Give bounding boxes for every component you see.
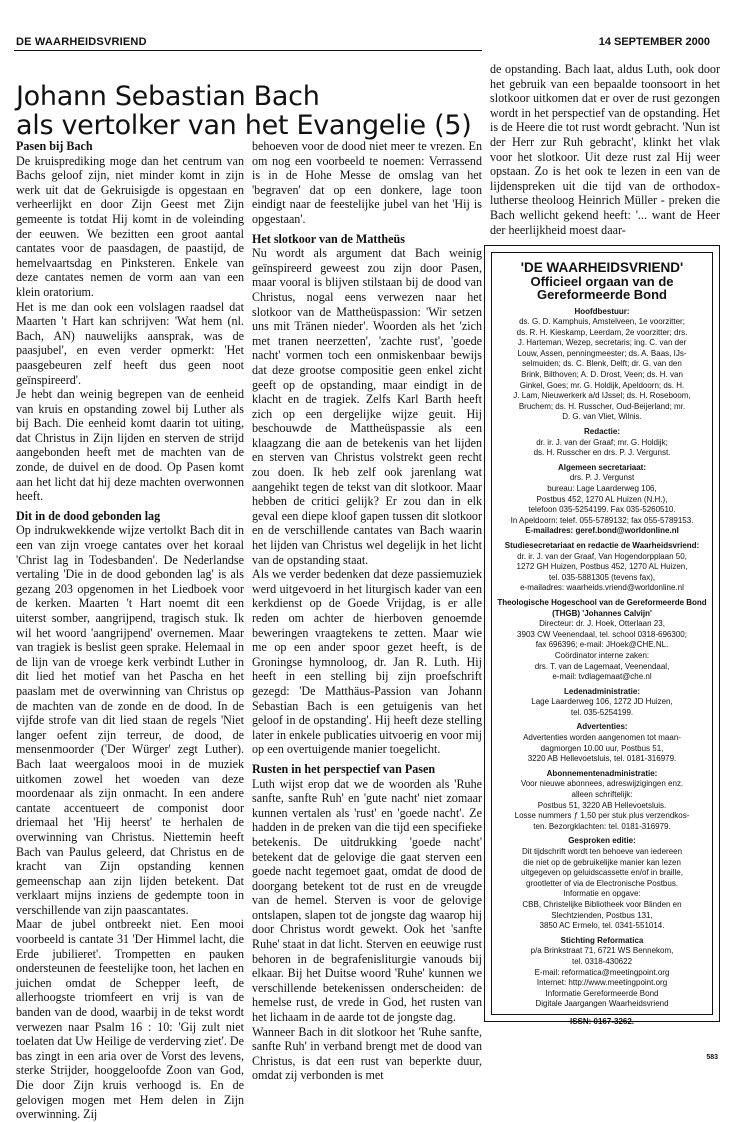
colophon-line: drs. P. J. Vergunst <box>569 473 635 483</box>
colophon-line: 1272 GH Huizen, Postbus 452, 1270 AL Huizen, <box>516 562 688 572</box>
header-rule <box>14 50 482 51</box>
article-column-2 <box>252 139 482 1083</box>
colophon-line: telefoon 035-5254199. Fax 035-5260510. <box>528 505 676 515</box>
colophon-line: CBB, Christelijke Bibliotheek voor Blinden en <box>522 899 682 909</box>
colophon-section-heading: Hoofdbestuur: <box>574 306 630 316</box>
colophon-line: 3220 AB Hellevoetsluis, tel. 0181-316979. <box>527 754 677 764</box>
colophon-line: ten. Bezorgklachten: tel. 0181-316979. <box>533 821 671 831</box>
colophon-line: Brink, Bilthoven; A. D. Drost, Veen; ds. H. van <box>521 370 683 380</box>
colophon-line: E-mail: reformatica@meetingpoint.org <box>534 967 670 977</box>
colophon-line: 3850 AC Ermelo, tel. 0341-551014. <box>539 921 665 931</box>
article-title-line-2: als vertolker van het Evangelie (5) <box>16 110 472 141</box>
issn: ISSN: 0167-3262. <box>569 1016 635 1026</box>
article-paragraph: Maar de jubel ontbreekt niet. Een mooi voorbeeld is cantate 31 'Der Himmel lacht, die Erde jubilieret'. Trompetten en pauken ondersteunen de feestelijke toon, het lachen en juichen omdat de Schepper leeft, de allerhoogste triomfeert en vrij is van de banden van de dood, waarbij in de tekst wordt verwezen naar Psalm 16 : 10: 'Gij zult niet toelaten dat Uw Heilige de verderving ziet'. De bas zingt in een aria over de Vorst des levens, sterke Strijder, hooggeloofde Zoon van God, Die door Zijn kruis verhoogd is. En de gelovigen mogen met Hem delen in Zijn overwinning. Zij <box>16 917 244 1122</box>
colophon-line: ds. R. H. Kieskamp, Leerdam, 2e voorzitter; drs. <box>516 327 688 337</box>
article-paragraph: Als we verder bedenken dat deze passiemuziek werd uitgevoerd in het liturgisch kader van een kerkdienst op de Goede Vrijdag, is er alle reden om achter de hierboven genoemde beweringen vraagtekens te zetten. Maar wie me op een ander spoor gezet heeft, is de Groningse hymnoloog, dr. Jan R. Luth. Hij heeft in een stelling bij zijn proefschrift gezegd: 'De Matthäus-Passion van Johann Sebastian Bach is een getuigenis van het geloof in de opstanding'. Hij heeft deze stelling later in enkele publicaties uitvoerig en voor mij op een overtuigende manier toegelicht. <box>252 567 482 757</box>
colophon-line: Advertenties worden aangenomen tot maan- <box>523 733 681 743</box>
article-paragraph: Je hebt dan weinig begrepen van de eenheid van kruis en opstanding zowel bij Luther als bij Bach. Die eenheid komt daarin tot uiting, dat Christus in Zijn lijden en sterven de strijd aangebonden heeft met de machten van de zonde, de duivel en de dood. Op Pasen komt aan het licht dat hij deze machten overwonnen heeft. <box>16 387 244 504</box>
colophon-line: Voor nieuwe abonnees, adreswijzigingen enz. <box>520 779 684 789</box>
colophon-line: Internet: http://www.meetingpoint.org <box>536 978 668 988</box>
colophon-section <box>492 598 712 683</box>
colophon-section-heading: Abonnementenadministratie: <box>546 768 658 778</box>
colophon-section-heading: Redactie: <box>583 427 620 437</box>
colophon-line: tel. 0318-430622 <box>571 956 633 966</box>
colophon-line: tel. 035-5254199. <box>570 707 634 717</box>
colophon-line: selmuiden; ds. C. Blenk, Delft; dr. G. van den <box>522 359 682 369</box>
colophon-line: dagmorgen 10.00 uur, Postbus 51, <box>540 743 664 753</box>
colophon-section <box>492 427 712 459</box>
colophon-line: Losse nummers ƒ 1,50 per stuk plus verzendkos- <box>514 811 690 821</box>
article-paragraph: Wanneer Bach in dit slotkoor het 'Ruhe sanfte, sanfte Ruh' in verband brengt met de dood van Christus, is dat een rust van beperkte duur, omdat zij verbonden is met <box>252 1024 482 1083</box>
colophon-line: die niet op de gebruikelijke manier kan lezen <box>523 857 681 867</box>
colophon-line: Louw, Assen, penningmeester; ds. A. Baas, IJs- <box>517 348 687 358</box>
colophon-section <box>492 769 712 833</box>
article-paragraph: Op indrukwekkende wijze vertolkt Bach dit in een van zijn vroege cantates over het koraal 'Christ lag in Todesbanden'. De Nederlandse vertaling 'Die in de dood gebonden lag' is als gezang 203 opgenomen in het Liedboek voor de kerken. Maarten 't Hart noemt dit een uiterst somber, aangrijpend, tragisch stuk. Ik wil het woord 'aangrijpend' overnemen. Maar van tragiek is beslist geen sprake. Helemaal in de lijn van de vroege kerk verbindt Luther in dit lied het motief van het Pascha en het paaslam met de overwinning van Christus op de machten van de zonde en de dood. In de vijfde strofe van dit lied staan de regels 'Niet langer oefent zijn terreur, de dood, de mensenmoorder ('Der Würger' zegt Luther). Bach laat weergaloos mooi in de muziek uitkomen zowel het woeden van deze moordenaar als zijn onmacht. In een andere cantate accentueert de componist door driemaal het 'Hij heerst' te herhalen de overwinning van Christus. Niettemin heeft Bach van Paulus geleerd, dat Christus en de kracht van Zijn opstanding kennen gemeenschap aan zijn lijden betekent. Dat verklaart mijns inziens de gedempte toon in verschillende van zijn paascantates. <box>16 523 244 917</box>
colophon-line: ds. G. D. Kamphuis, Amstelveen, 1e voorzitter; <box>519 317 685 327</box>
page-number: 583 <box>706 1054 718 1061</box>
section-heading: Rusten in het perspectief van Pasen <box>252 761 436 776</box>
colophon-sections <box>492 307 712 1010</box>
colophon-line: Bruchem; ds. H. Russcher, Oud-Beijerland; mr. <box>518 401 686 411</box>
colophon-section-heading: Advertenties: <box>576 722 628 732</box>
colophon-section <box>492 936 712 1010</box>
colophon-line: alleen schriftelijk: <box>571 790 633 800</box>
colophon-section-heading: Stichting Reformatica <box>560 935 644 945</box>
article-paragraph: Luth wijst erop dat we de woorden als 'Ruhe sanfte, sanfte Ruh' en 'gute nacht' niet zomaar kunnen vertalen als 'rust' en 'goede nacht'. Ze hadden in de preken van die tijd een specifieke betekenis. De uitdrukking 'goede nacht' betekent dat de gelovige die gaat sterven een goede nacht tegemoet gaat, omdat de dood de doorgang betekent tot de rust en de vreugde van de hemel. Sterven is voor de gelovige ontslapen, slapen tot de jongste dag waarop hij door Christus wordt gewekt. Ook het 'sanfte Ruhe' staat in dat licht. Sterven en eeuwige rust behoren in de begrafenisliturgie vanouds bij elkaar. Bij het Duitse woord 'Ruhe' kunnen we verschillende betekenissen onderscheiden: de hemelse rust, de vrede in God, het rusten van het lichaam in de aarde tot de jongste dag. <box>252 776 482 1025</box>
article-paragraph: Nu wordt als argument dat Bach weinig geïnspireerd geweest zou zijn door Pasen, maar vooral is blijven stilstaan bij de dood van Christus, nogal eens verwezen naar het slotkoor van de Mattheüspassion: 'Wir setzen uns mit Tränen nieder'. Woorden als het 'zich met tranen neerzetten', 'zachte rust', 'goede nacht' vormen toch een onmiskenbaar bewijs dat deze grootse compositie geen enkel zicht geeft op de opstanding, maar eindigt in de klacht en de tragiek. Zelfs Karl Barth heeft zich op een dergelijke wijze geuit. Hij beschouwde de Mattheüspassie als een klaagzang die aan de betekenis van het lijden en sterven van Christus volstrekt geen recht zou doen. Ik heb zelf ook jarenlang wat aangehikt tegen de tekst van dit slotkoor. Maar hebben de critici gelijk? Er zou dan in elk geval een diepe kloof gapen tussen dit slotkoor en de verschillende cantates van Bach waarin het lijden van Christus wel degelijk in het licht van de opstanding staat. <box>252 246 482 567</box>
section-heading: Pasen bij Bach <box>16 139 93 153</box>
colophon-line: dr. ir. J. van der Graaf; mr. G. Holdijk; <box>536 437 668 447</box>
colophon-line: Digitale Jaargangen Waarheidsvriend <box>535 999 669 1009</box>
article-paragraph: De kruisprediking moge dan het centrum van Bachs geloof zijn, niet minder komt in zijn werk uit dat de Gekruisigde is opgestaan en verheerlijkt en door Zijn Geest met Zijn gemeente is totdat Hij komt in de voleinding der eeuwen. We bezitten een groot aantal cantates voor de paasdagen, de paastijd, de hemelvaartsdag en Pinksteren. Enkele van deze cantates nemen de vorm aan van een klein oratorium. <box>16 153 244 299</box>
colophon-line: drs. T. van de Lagemaat, Veenendaal, <box>534 661 670 671</box>
colophon-subtitle-line-1: Officieel orgaan van de <box>530 273 674 289</box>
colophon-line: grootletter of via de Electronische Postbus. <box>525 878 679 888</box>
article-paragraph: de opstanding. Bach laat, aldus Luth, ook door het gebruik van een bepaalde toonsoort in het slotkoor uitkomen dat er over de rust gezongen wordt in het perspectief van de opstanding. Het is de Heere die tot rust wordt gebracht. 'Nun ist der Herr zur Ruh gebracht', klinkt het vlak voor het slotkoor. Uit deze rust zal Hij weer opstaan. Zo is het ook te lezen in een van de lijdenspreken uit die tijd van de orthodox-lutherse theoloog Heinrich Müller - preken die Bach wellicht gekend heeft: '... want de Heer der heerlijkheid moest daar- <box>490 62 720 237</box>
colophon-line: tel. 035-5881305 (tevens fax), <box>548 572 656 582</box>
colophon-line: bureau: Lage Laarderweg 106, <box>547 484 657 493</box>
colophon-section <box>492 541 712 594</box>
article-title <box>16 82 486 140</box>
colophon-line: p/a Brinkstraat 71, 6721 WS Bennekom, <box>530 946 674 956</box>
colophon-line: Dit tijdschrift wordt ten behoeve van iedereen <box>521 847 683 856</box>
article-title-line-1: Johann Sebastian Bach <box>16 81 320 112</box>
colophon-line: Postbus 51, 3220 AB Hellevoetsluis. <box>537 800 667 810</box>
colophon-line: Directeur: dr. J. Hoek, Otterlaan 23, <box>539 619 665 629</box>
colophon-section <box>492 307 712 424</box>
colophon-line: e-mail: tvdlagemaat@che.nl <box>552 672 652 682</box>
colophon-section <box>492 463 712 537</box>
colophon-section-heading: Gesproken editie: <box>568 836 636 846</box>
colophon-section-heading: Algemeen secretariaat: <box>557 462 647 472</box>
colophon-line: dr. ir. J. van der Graaf, Van Hogendorpplaan 50, <box>517 551 687 561</box>
colophon-line: fax 696396; e-mail: JHoek@CHE.NL. <box>535 640 669 650</box>
colophon-line: D. G. van Vliet, Wilnis. <box>562 412 642 422</box>
colophon-line: Lage Laarderweg 106, 1272 JD Huizen, <box>531 697 673 707</box>
colophon-section-heading: Ledenadministratie: <box>563 686 640 696</box>
colophon-title: 'DE WAARHEIDSVRIEND' <box>520 260 684 275</box>
colophon-line: E-mailadres: geref.bond@worldonline.nl <box>525 526 679 536</box>
colophon-subtitle <box>492 275 712 301</box>
colophon-line: Ginkel, Goes; mr. G. Holdijk, Apeldoorn; ds. H. <box>519 380 685 390</box>
colophon-line: In Apeldoorn: telef. 055-5789132; fax 055-5789153. <box>510 515 694 525</box>
colophon-box <box>484 245 720 1026</box>
colophon-line: e-mailadres: waarheids.vriend@worldonline.nl <box>520 583 684 593</box>
colophon-section <box>492 722 712 764</box>
colophon-line: J. Lam, Nieuwerkerk a/d IJssel; ds. H. Roseboom, <box>513 391 691 401</box>
colophon-line: ds. H. Russcher en drs. P. J. Vergunst. <box>533 448 671 458</box>
colophon-section <box>492 687 712 719</box>
colophon-line: 3903 CW Veenendaal, tel. school 0318-696300; <box>517 629 687 639</box>
colophon-inner <box>491 252 713 1026</box>
section-heading: Dit in de dood gebonden lag <box>16 508 161 523</box>
article-column-3 <box>490 62 720 237</box>
colophon-line: Coördinator interne zaken: <box>554 650 650 660</box>
issue-date: 14 SEPTEMBER 2000 <box>598 36 710 48</box>
colophon-section-heading: Theologische Hogeschool van de Gereformeerde Bond (THGB) 'Johannes Calvijn' <box>497 597 707 618</box>
colophon-section-heading: Studiesecretariaat en redactie de Waarheidsvriend: <box>504 540 700 550</box>
colophon-line: uitgegeven op geluidscassette en/of in braille, <box>521 868 683 878</box>
colophon-section <box>492 836 712 931</box>
section-heading: Het slotkoor van de Mattheüs <box>252 231 405 246</box>
article-paragraph: Het is me dan ook een volslagen raadsel dat Maarten 't Hart kan schrijven: 'Wat hem (nl. Bach, AN) nauwelijks aansprak, was de paasjubel', en even verder opmerkt: 'Het paasgebeuren zelf heeft dus geen noot geïnspireerd'. <box>16 299 244 387</box>
colophon-line: Informatie en opgave: <box>563 889 641 899</box>
article-column-1 <box>16 139 244 1122</box>
article-paragraph: behoeven voor de dood niet meer te vrezen. En om nog een voorbeeld te noemen: Verrassend is in de Hohe Messe de omslag van het 'begraven' dat op een donkere, lage toon eindigt naar de feestelijke jubel van het 'Hij is opgestaan'. <box>252 139 482 226</box>
publication-name: DE WAARHEIDSVRIEND <box>16 36 147 48</box>
colophon-line: J. Harteman, Wezep, secretaris; ing. C. van der <box>517 338 687 348</box>
colophon-line: Slechtzienden, Postbus 131, <box>551 910 653 920</box>
colophon-line: Informatie Gereformeerde Bond <box>545 988 659 998</box>
colophon-line: Postbus 452, 1270 AL Huizen (N.H.), <box>536 494 668 504</box>
colophon-subtitle-line-2: Gereformeerde Bond <box>536 286 668 302</box>
